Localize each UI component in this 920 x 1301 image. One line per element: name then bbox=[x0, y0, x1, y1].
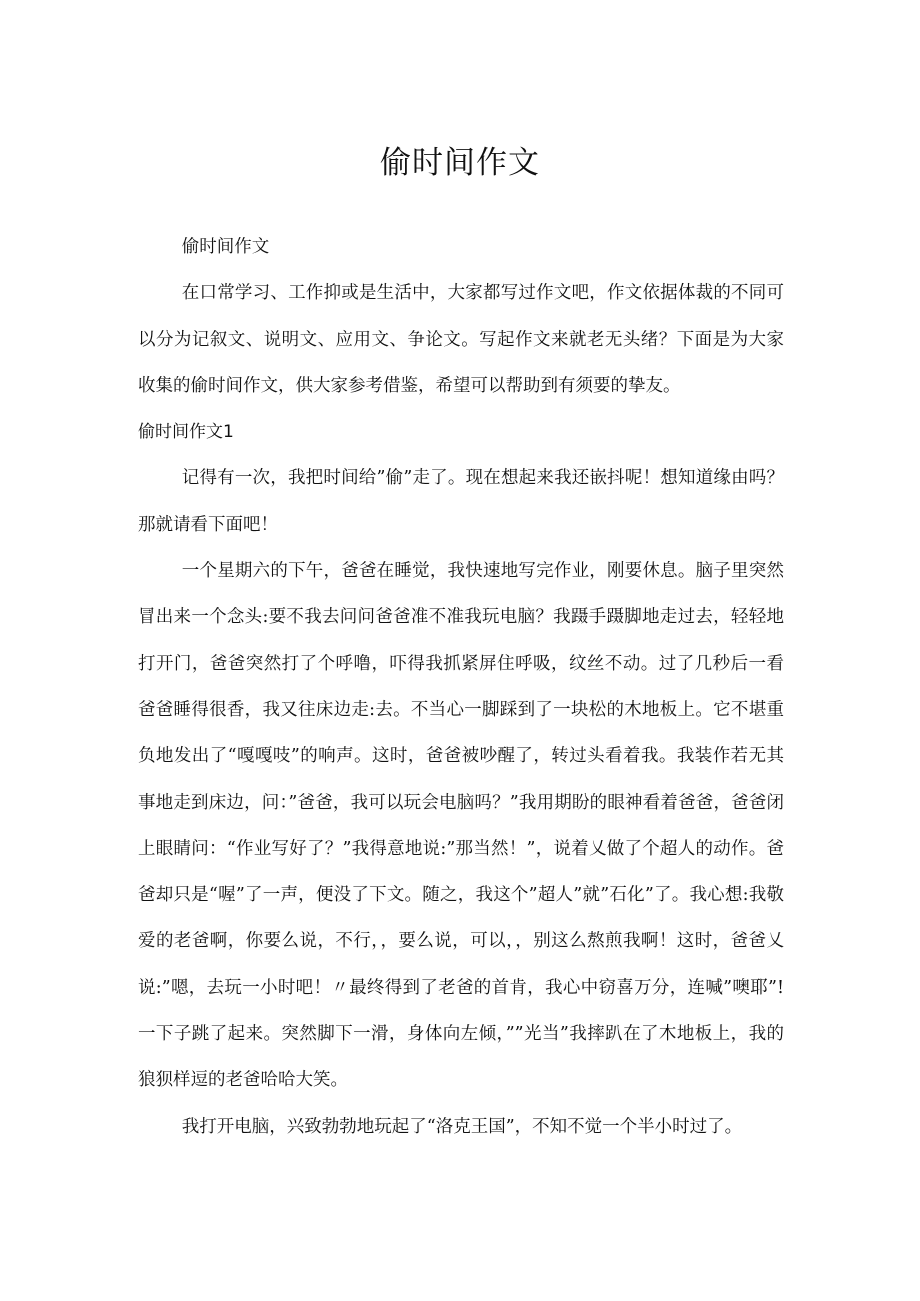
document-body bbox=[138, 224, 784, 1150]
body-paragraph-2: 一个星期六的下午，爸爸在睡觉，我快速地写完作业，刚要休息。脑子里突然冒出来一个念头:要不我去问问爸爸准不准我玩电脑？我蹑手蹑脚地走过去，轻轻地打开门，爸爸突然打了个呼噜，吓得我抓紧屏住呼吸，纹丝不动。过了几秒后一看爸爸睡得很香，我又往床边走:去。不当心一脚踩到了一块松的木地板上。它不堪重负地发出了“嘎嘎吱”的响声。这时，爸爸被吵醒了，转过头看着我。我装作若无其事地走到床边，问：”爸爸，我可以玩会电脑吗？”我用期盼的眼神看着爸爸，爸爸闭上眼睛问：“作业写好了？”我得意地说:”那当然！”，说着乂做了个超人的动作。爸爸却只是“喔”了一声，便没了下文。随之，我这个”超人”就”石化”了。我心想:我敬爱的老爸啊，你要么说，不行，，要么说，可以，，别这么熬煎我啊！这时，爸爸乂说:”嗯，去玩一小时吧！〃最终得到了老爸的首肯，我心中窃喜万分，连喊”噢耶”!一下子跳了起来。突然脚下一滑，身体向左倾，””光当”我摔趴在了木地板上，我的狼狈样逗的老爸哈哈大笑。 bbox=[138, 561, 784, 1091]
body-paragraph-3: 我打开电脑，兴致勃勃地玩起了“洛克王国”，不知不觉一个半小时过了。 bbox=[181, 1116, 743, 1137]
document-title: 偷时间作文 bbox=[380, 145, 540, 181]
body-paragraph-1: 记得有一次，我把时间给”偷”走了。现在想起来我还嵌抖呢！想知道缘由吗？那就请看下面吧！ bbox=[138, 468, 784, 535]
intro-paragraph: 在口常学习、工作抑或是生活中，大家都写过作文吧，作文依据体裁的不同可以分为记叙文、说明文、应用文、争论文。写起作文来就老无头绪？下面是为大家收集的偷时间作文，供大家参考借鉴，希望可以帮助到有须要的挚友。 bbox=[138, 283, 784, 396]
section-heading: 偷时间作文1 bbox=[138, 422, 234, 443]
document-subtitle: 偷时间作文 bbox=[181, 237, 270, 257]
